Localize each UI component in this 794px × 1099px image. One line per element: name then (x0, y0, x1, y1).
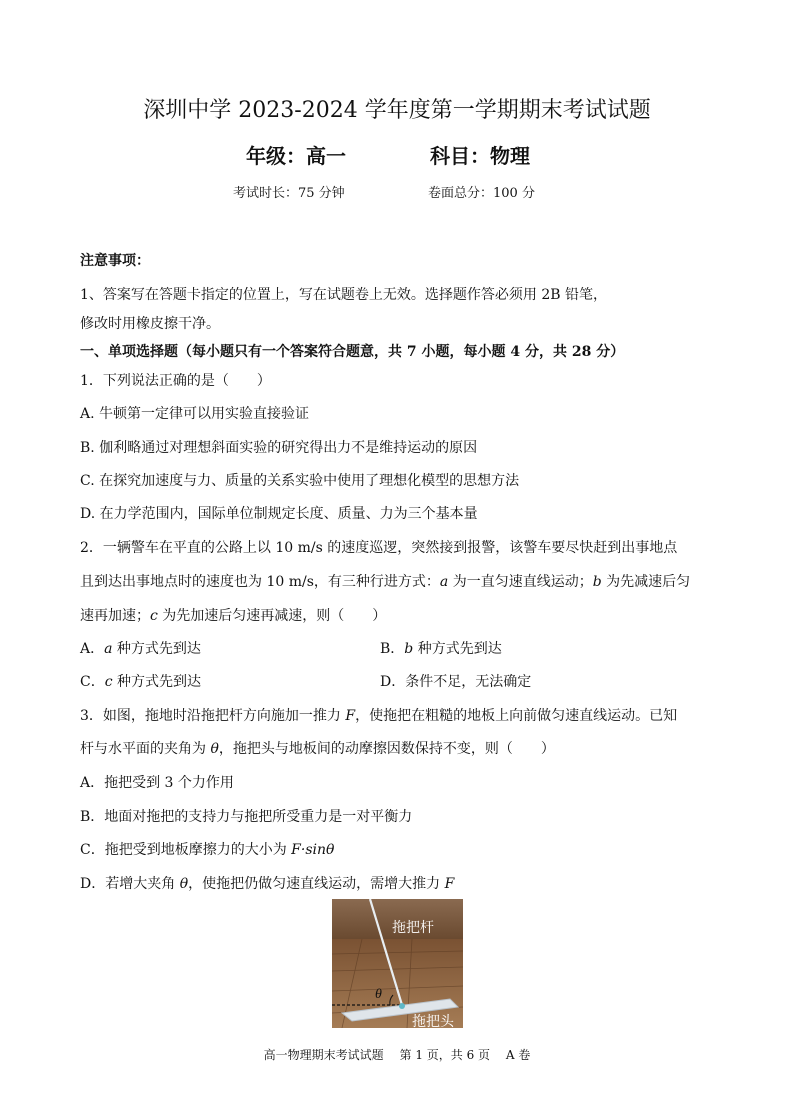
q2-stem-line-2: 且到达出事地点时的速度也为 10 m/s，有三种行进方式：a 为一直匀速直线运动；b 为先减速后匀 (80, 574, 691, 590)
q2-stem-line-1: 2．一辆警车在平直的公路上以 10 m/s 的速度巡逻，突然接到报警，该警车要尽快赶到出事地点 (80, 540, 678, 556)
footer-paper-name: 高一物理期末考试试题 (263, 1048, 384, 1062)
angle-label: θ (375, 987, 382, 1002)
q2-option-c: C．c 种方式先到达 (80, 674, 202, 690)
page-footer (0, 1046, 794, 1063)
notes-line-2: 修改时用橡皮擦干净。 (80, 316, 220, 332)
q3-stem-line-2: 杆与水平面的夹角为 θ，拖把头与地板间的动摩擦因数保持不变，则（ ） (80, 741, 555, 757)
subject-label: 科目：物理 (430, 144, 530, 168)
q2-stem-line-3: 速再加速；c 为先加速后匀速再减速，则（ ） (80, 608, 387, 624)
q2-option-d: D．条件不足，无法确定 (380, 674, 532, 690)
q3-option-a: A．拖把受到 3 个力作用 (80, 775, 234, 791)
q1-option-b: B. 伽利略通过对理想斜面实验的研究得出力不是维持运动的原因 (80, 440, 478, 456)
notes-heading: 注意事项： (80, 253, 150, 269)
exam-title: 深圳中学 2023-2024 学年度第一学期期末考试试题 (143, 98, 651, 123)
q3-option-c: C．拖把受到地板摩擦力的大小为 F·sinθ (80, 842, 335, 858)
mop-joint (399, 1003, 405, 1009)
q2-option-a: A．a 种方式先到达 (80, 641, 201, 657)
q3-option-d: D．若增大夹角 θ，使拖把仍做匀速直线运动，需增大推力 F (80, 876, 455, 892)
notes-line-1: 1、答案写在答题卡指定的位置上，写在试题卷上无效。选择题作答必须用 2B 铅笔， (80, 287, 608, 303)
exam-duration: 考试时长：75 分钟 (233, 186, 345, 201)
total-score: 卷面总分：100 分 (428, 186, 535, 201)
q3-stem-line-1: 3．如图，拖地时沿拖把杆方向施加一推力 F，使拖把在粗糙的地板上向前做匀速直线运动。已知 (80, 708, 678, 724)
q1-option-a: A. 牛顿第一定律可以用实验直接验证 (80, 406, 310, 422)
q1-stem: 1．下列说法正确的是（ ） (80, 373, 271, 389)
head-label: 拖把头 (412, 1013, 454, 1028)
q2-option-b: B．b 种方式先到达 (380, 641, 502, 657)
mop-photo (332, 899, 463, 1028)
section-1-heading: 一、单项选择题（每小题只有一个答案符合题意，共 7 小题，每小题 4 分，共 28 分） (80, 344, 625, 360)
footer-paper-version: A 卷 (505, 1048, 531, 1062)
q3-option-b: B．地面对拖把的支持力与拖把所受重力是一对平衡力 (80, 809, 413, 825)
grade-label: 年级：高一 (246, 144, 346, 168)
footer-page-number: 第 1 页，共 6 页 (399, 1048, 491, 1062)
q1-option-d: D. 在力学范围内，国际单位制规定长度、质量、力为三个基本量 (80, 506, 478, 522)
q1-option-c: C. 在探究加速度与力、质量的关系实验中使用了理想化模型的思想方法 (80, 473, 520, 489)
mop-figure (332, 899, 463, 1028)
rod-label: 拖把杆 (392, 919, 434, 935)
